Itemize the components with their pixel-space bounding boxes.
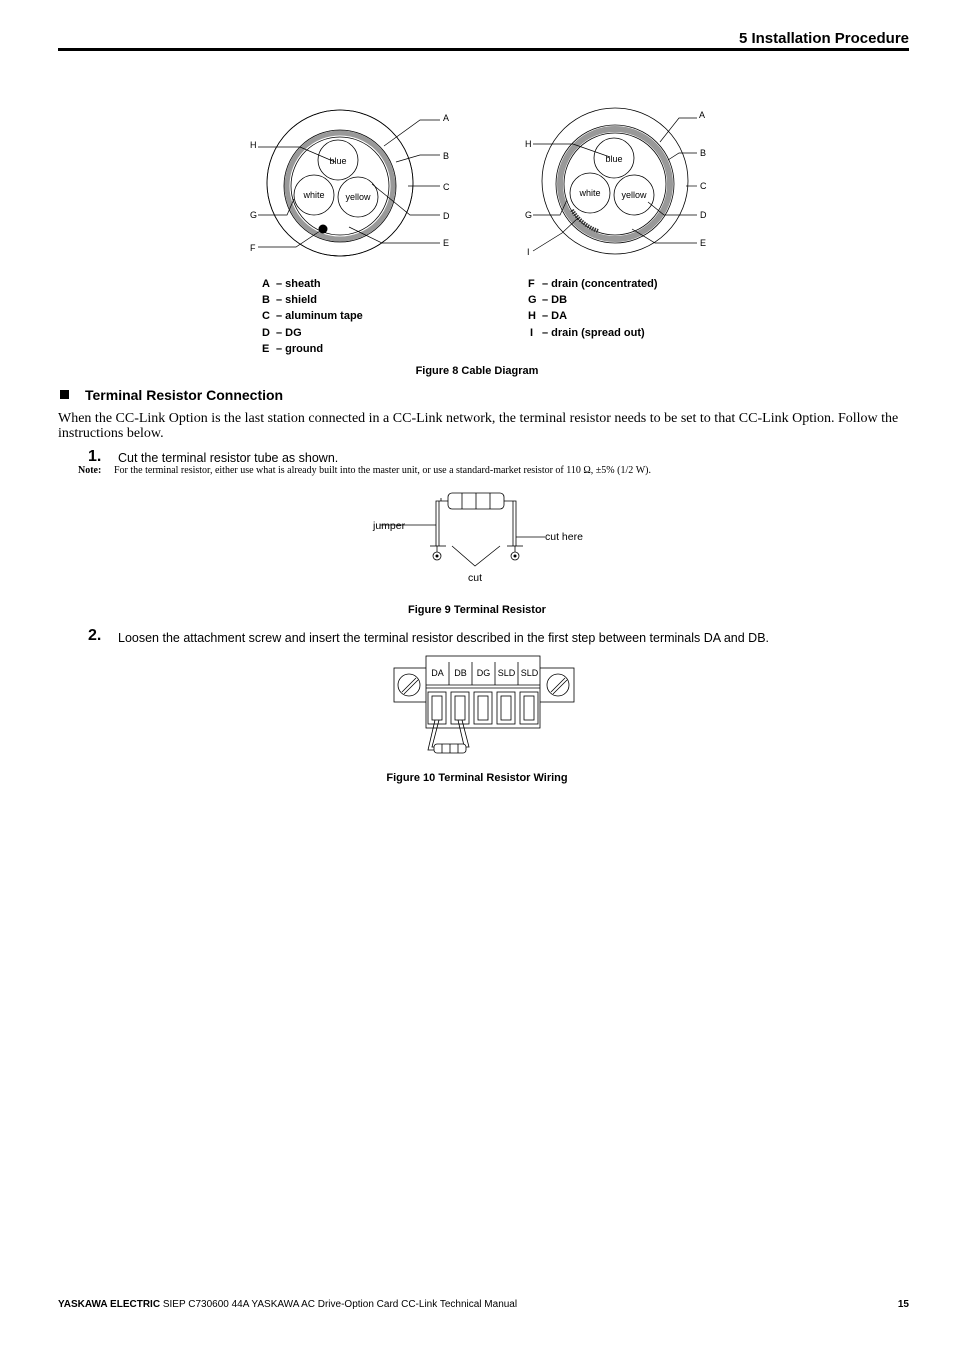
right-callout-b: B	[700, 148, 707, 158]
label-jumper: jumper	[373, 520, 406, 532]
left-callout-b: B	[443, 151, 450, 161]
legend-item-c: C – aluminum tape	[262, 310, 363, 323]
right-callout-h: H	[525, 139, 532, 149]
terminal-block-diagram	[388, 654, 578, 764]
left-callout-h: H	[250, 140, 257, 150]
note-text: For the terminal resistor, either use what is already built into the master unit, or use a standard-market resistor of 110 Ω, ±5% (1/2 W).	[114, 465, 652, 476]
page-number: 15	[897, 1299, 909, 1310]
cable-diagram	[0, 100, 954, 265]
legend-item-d: D – DG	[262, 326, 302, 339]
right-cable-drawing	[525, 108, 707, 257]
footer-brand: YASKAWA ELECTRIC	[58, 1299, 161, 1310]
right-wire-blue: blue	[605, 154, 623, 164]
cable-legend-left	[262, 276, 363, 357]
legend-item-h: H – DA	[528, 310, 568, 323]
left-wire-yellow: yellow	[345, 192, 371, 202]
left-callout-g: G	[250, 210, 258, 220]
header-rule	[58, 48, 909, 51]
footer-document-info	[58, 1299, 517, 1310]
legend-item-b: B – shield	[262, 294, 317, 307]
note	[78, 465, 651, 476]
page-header-title: 5 Installation Procedure	[738, 30, 909, 47]
right-callout-c: C	[700, 181, 707, 191]
step-1-text: Cut the terminal resistor tube as shown.	[118, 451, 339, 465]
step-2	[88, 627, 101, 645]
label-cut: cut	[467, 572, 483, 584]
note-label: Note:	[78, 465, 102, 476]
left-callout-a: A	[443, 113, 450, 123]
right-callout-g: G	[525, 210, 533, 220]
figure-10-caption: Figure 10 Terminal Resistor Wiring	[386, 772, 568, 784]
right-callout-a: A	[699, 110, 706, 120]
step-2-text: Loosen the attachment screw and insert the terminal resistor described in the first step between terminals DA and DB.	[118, 631, 770, 645]
terminal-sld-1: SLD	[497, 668, 516, 678]
step-1	[88, 448, 101, 466]
section-bullet-icon	[60, 390, 69, 399]
legend-item-g: G – DB	[528, 294, 568, 307]
right-callout-d: D	[700, 210, 707, 220]
terminal-dg: DG	[476, 668, 491, 678]
terminal-da: DA	[431, 668, 444, 678]
label-cut-here: cut here	[545, 531, 583, 543]
section-heading: Terminal Resistor Connection	[60, 387, 283, 403]
legend-item-f: F – drain (concentrated)	[528, 278, 658, 290]
left-wire-blue: blue	[329, 156, 347, 166]
left-callout-f: F	[250, 243, 256, 253]
figure-9-caption: Figure 9 Terminal Resistor	[408, 604, 546, 616]
left-callout-d: D	[443, 211, 450, 221]
terminal-sld-2: SLD	[520, 668, 539, 678]
right-callout-e: E	[700, 238, 707, 248]
step-1-number: 1.	[88, 448, 102, 465]
legend-item-e: E – ground	[262, 342, 324, 355]
left-wire-white: white	[303, 190, 325, 200]
right-wire-white: white	[579, 188, 601, 198]
right-callout-i: I	[527, 247, 530, 257]
terminal-db: DB	[454, 668, 467, 678]
left-callout-e: E	[443, 238, 450, 248]
right-wire-yellow: yellow	[621, 190, 647, 200]
legend-item-i: I – drain (spread out)	[530, 326, 645, 339]
figure-8-caption: Figure 8 Cable Diagram	[415, 365, 539, 377]
left-cable-drawing	[250, 110, 450, 256]
step-2-number: 2.	[88, 627, 102, 644]
terminal-resistor-diagram	[360, 488, 600, 588]
legend-item-a: A – sheath	[262, 278, 321, 290]
left-callout-c: C	[443, 182, 450, 192]
cable-legend-right	[528, 276, 658, 341]
footer-doc: SIEP C730600 44A YASKAWA AC Drive-Option Card CC-Link Technical Manual	[160, 1299, 518, 1310]
section-intro: When the CC-Link Option is the last station connected in a CC-Link network, the terminal resistor needs to be set to that CC-Link Option. Follow the instructions below.	[58, 411, 899, 441]
